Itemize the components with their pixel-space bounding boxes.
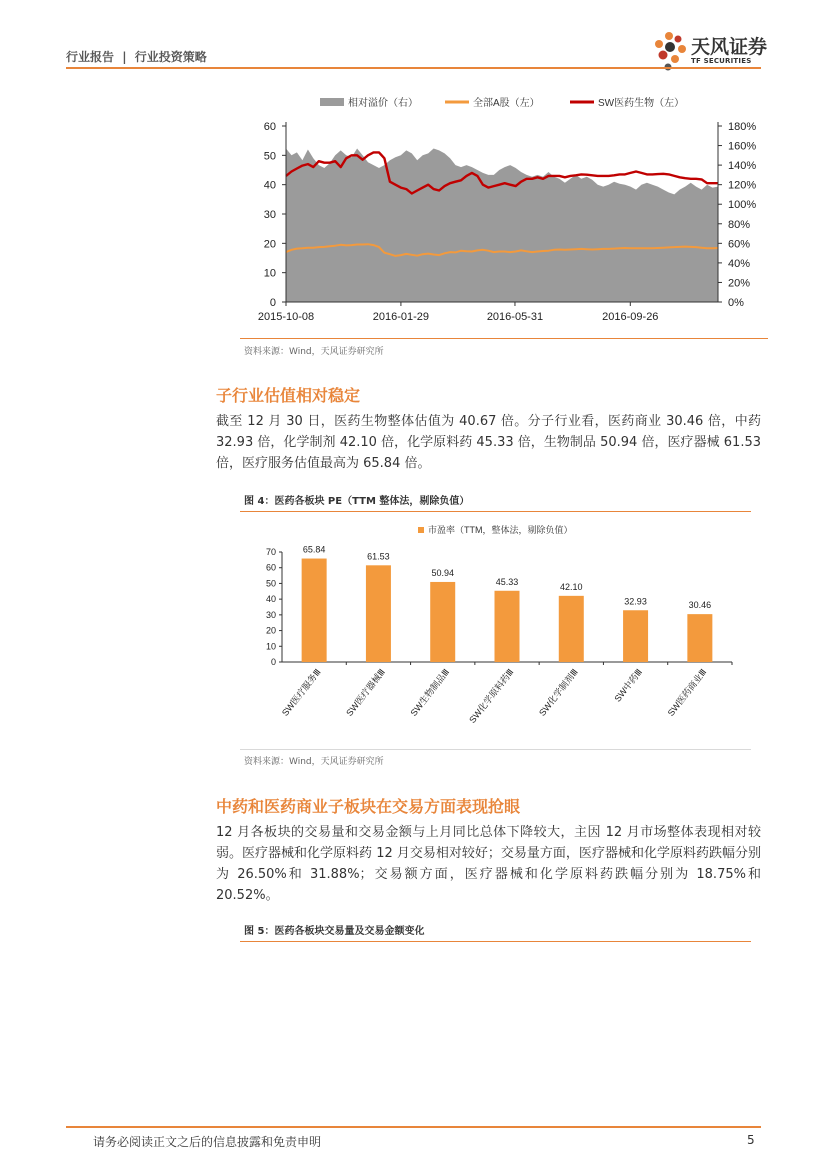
x-tick-label: SW生物制品Ⅲ	[408, 667, 452, 718]
figure4-title: 图 4：医药各板块 PE（TTM 整体法，剔除负值）	[244, 496, 470, 507]
section2-paragraph: 12 月各板块的交易量和交易金额与上月同比总体下降较大，主因 12 月市场整体表现相对较弱。医疗器械和化学原料药 12 月交易相对较好；交易量方面，医疗器械和化学原料药跌幅分别为 26.50%和 31.88%；交易额方面，医疗器械和化学原料药跌幅分别为 18.75%和 20.52%。	[216, 825, 761, 903]
figure4-top-rule	[240, 511, 751, 512]
legend-swatch-pe	[418, 527, 424, 533]
y-right-tick-label: 100%	[728, 199, 757, 212]
y-tick-label: 30	[265, 609, 276, 620]
page-number: 5	[747, 1133, 755, 1147]
report-type: 行业报告	[66, 50, 115, 64]
y-tick-label: 40	[265, 594, 276, 605]
y-right-tick-label: 80%	[728, 218, 751, 231]
y-right-tick-label: 40%	[728, 257, 751, 270]
logo-name-cn: 天风证券	[691, 36, 768, 58]
y-tick-label: 10	[265, 641, 276, 652]
bar-data-label: 45.33	[495, 576, 519, 587]
y-right-tick-label: 120%	[728, 179, 757, 192]
bar-data-label: 30.46	[688, 600, 712, 611]
x-tick-label: 2016-01-29	[372, 311, 430, 323]
bar-data-label: 65.84	[302, 544, 326, 555]
y-left-tick-label: 20	[263, 238, 276, 251]
figure4-source: 资料来源：Wind，天风证券研究所	[244, 757, 384, 767]
figure4-bottom-rule	[240, 749, 751, 750]
footer-disclaimer: 请务必阅读正文之后的信息披露和免责申明	[93, 1135, 322, 1149]
bar	[302, 559, 327, 662]
section-title-valuation: 子行业估值相对稳定	[216, 386, 361, 405]
report-category: 行业投资策略	[134, 50, 207, 64]
legend-label-pe: 市盈率（TTM，整体法，剔除负值）	[428, 525, 573, 535]
bar-data-label: 61.53	[367, 551, 390, 562]
bar	[687, 614, 712, 662]
bar-data-label: 32.93	[624, 596, 647, 607]
y-tick-label: 50	[265, 578, 276, 589]
x-tick-label: SW化学制剂Ⅲ	[537, 667, 580, 718]
section-title-trading: 中药和医药商业子板块在交易方面表现抢眼	[216, 797, 521, 816]
y-right-tick-label: 20%	[728, 277, 751, 290]
bar	[623, 610, 648, 662]
footer-divider	[66, 1126, 761, 1128]
x-tick-label: SW化学原料药Ⅲ	[467, 667, 516, 726]
sector-pe-bar-chart	[240, 514, 755, 748]
y-left-tick-label: 10	[263, 267, 276, 280]
bar	[366, 565, 391, 662]
legend-label: SW医药生物（左）	[598, 98, 685, 109]
report-header	[66, 48, 207, 65]
y-right-tick-label: 160%	[728, 140, 757, 153]
series-relative-premium-area	[286, 149, 718, 303]
y-tick-label: 60	[265, 562, 276, 573]
chart1-source: 资料来源：Wind，天风证券研究所	[244, 347, 384, 357]
y-left-tick-label: 40	[263, 179, 276, 192]
bar-data-label: 50.94	[431, 567, 454, 578]
x-tick-label: SW医药商业Ⅲ	[665, 667, 709, 718]
header-separator: |	[122, 50, 127, 64]
valuation-trend-chart	[240, 86, 770, 326]
x-tick-label: SW中药Ⅲ	[612, 667, 645, 704]
y-left-tick-label: 30	[263, 209, 276, 221]
logo-name-en: TF SECURITIES	[691, 57, 752, 65]
figure5-title: 图 5：医药各板块交易量及交易金额变化	[244, 926, 425, 937]
figure5-top-rule	[240, 941, 751, 942]
x-tick-label: 2016-05-31	[486, 311, 544, 323]
header-divider	[66, 67, 761, 69]
legend-swatch-premium	[320, 98, 344, 106]
legend-label: 全部A股（左）	[473, 98, 540, 109]
y-right-tick-label: 60%	[728, 238, 751, 251]
bar-data-label: 42.10	[560, 581, 583, 592]
section1-paragraph: 截至 12 月 30 日，医药生物整体估值为 40.67 倍。分子行业看，医药商业 30.46 倍，中药 32.93 倍，化学制剂 42.10 倍，化学原料药 45.33 倍，生物制品 50.94 倍，医疗器械 61.53 倍，医疗服务估值最高为 65.84 倍。	[216, 414, 761, 471]
x-tick-label: 2015-10-08	[257, 311, 315, 323]
y-right-tick-label: 140%	[728, 160, 757, 173]
x-tick-label: SW医疗器械Ⅲ	[344, 667, 388, 718]
chart1-bottom-rule	[240, 338, 768, 339]
y-tick-label: 20	[265, 625, 276, 636]
y-right-tick-label: 0%	[728, 297, 744, 309]
bar	[559, 596, 584, 662]
y-right-tick-label: 180%	[728, 121, 757, 133]
bar	[430, 582, 455, 662]
y-tick-label: 70	[265, 547, 276, 557]
y-tick-label: 0	[270, 657, 276, 667]
y-left-tick-label: 0	[269, 297, 276, 309]
legend-label: 相对溢价（右）	[348, 98, 418, 109]
y-left-tick-label: 50	[263, 150, 276, 163]
x-tick-label: SW医疗服务Ⅲ	[279, 667, 323, 718]
y-left-tick-label: 60	[263, 121, 276, 133]
chart1-legend	[320, 96, 684, 109]
bar	[495, 591, 520, 662]
x-tick-label: 2016-09-26	[602, 311, 659, 323]
